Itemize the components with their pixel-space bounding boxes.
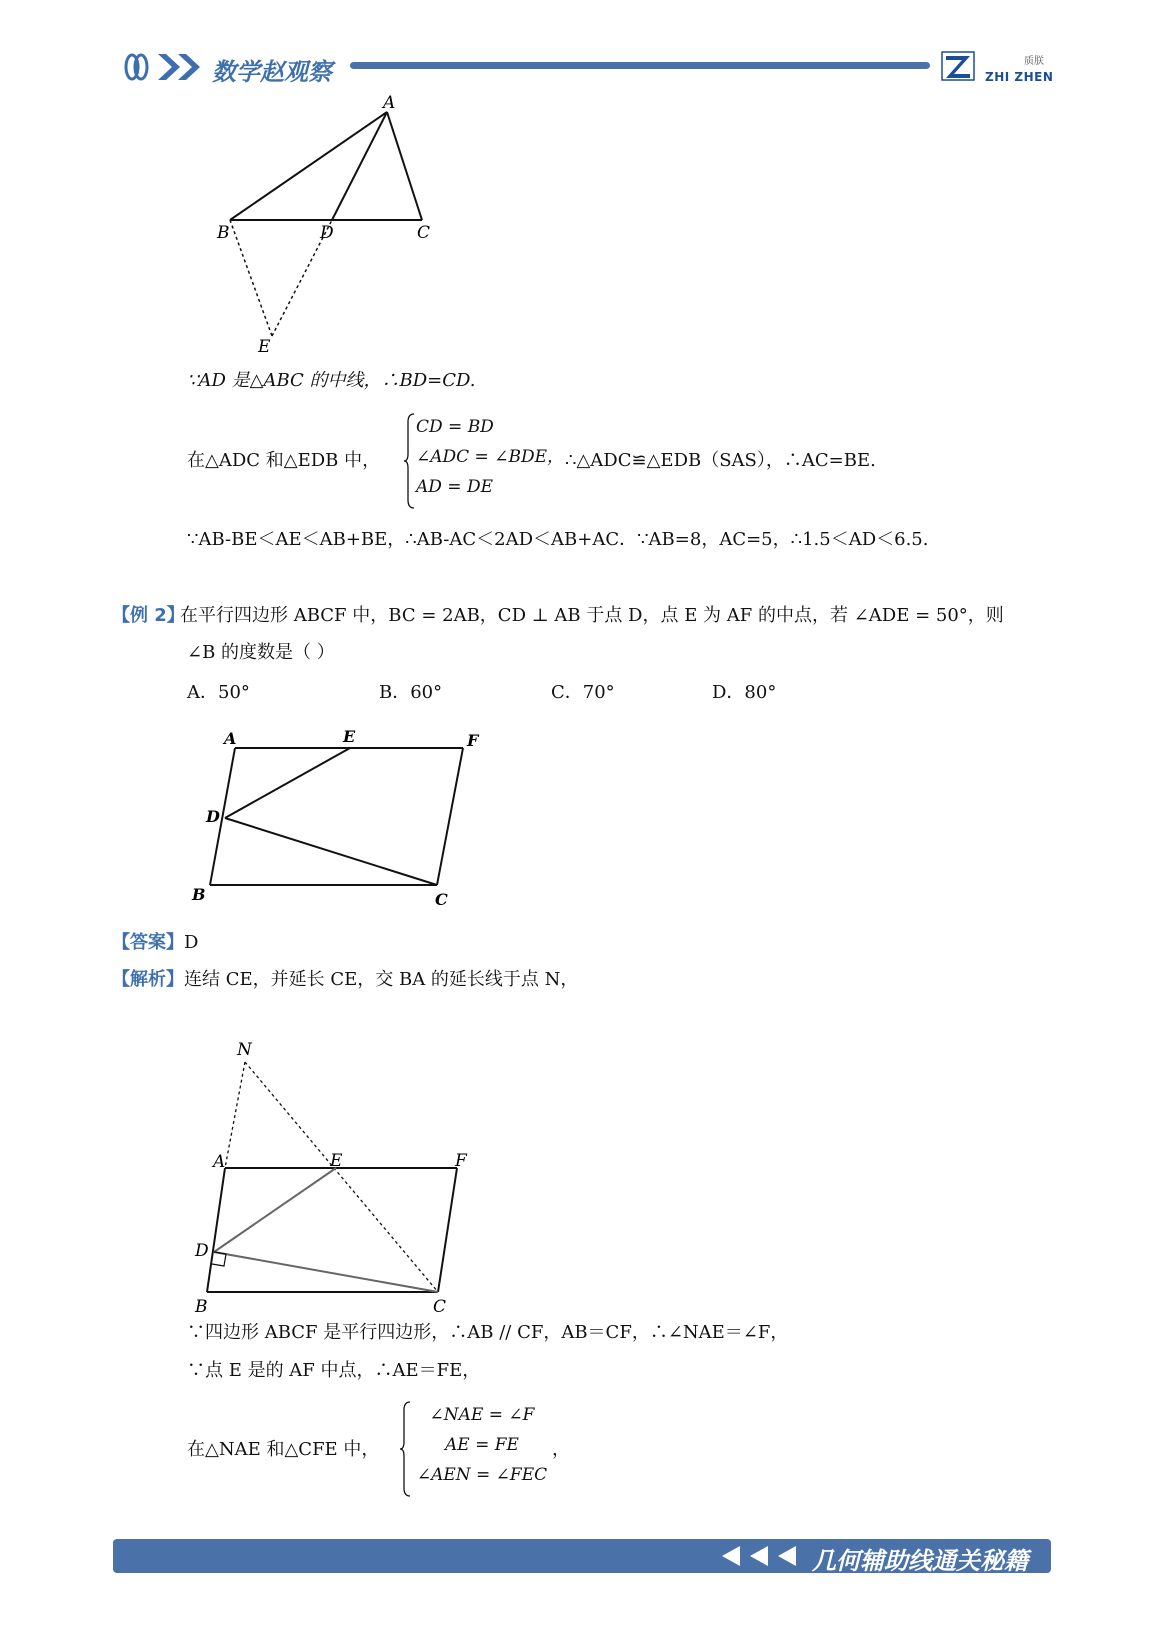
logo-cn: 质朕 [1024, 56, 1044, 67]
fig1-label-A: A [383, 93, 396, 113]
answer-value: D [184, 932, 199, 953]
fig3-label-D: D [195, 1241, 209, 1261]
fig3-label-B: B [195, 1297, 208, 1317]
proof1-brace [402, 412, 416, 510]
header-chevrons-icon [158, 52, 206, 82]
proof1-system-row: AD = DE [416, 477, 493, 497]
example2-stem-line1: 在平行四边形 ABCF 中，BC = 2AB，CD ⊥ AB 于点 D，点 E 为 AF 的中点，若 ∠ADE = 50°，则 [180, 605, 1004, 626]
proof2-brace [398, 1400, 412, 1498]
fig2-label-E: E [343, 727, 356, 746]
fig3-label-N: N [237, 1040, 252, 1060]
fig1-label-C: C [417, 223, 431, 243]
footer-title: 几何辅助线通关秘籍 [812, 1547, 1028, 1575]
header [0, 0, 1158, 100]
fig3-label-F: F [455, 1151, 467, 1171]
figure-1 [200, 90, 440, 355]
proof1-system-row: CD = BD [416, 417, 494, 437]
proof2-system-row: ∠NAE = ∠F [429, 1405, 535, 1425]
logo-icon [940, 48, 976, 84]
proof1-system-suffix: ∴△ADC≌△EDB（SAS），∴AC=BE. [565, 450, 876, 471]
proof1-system-prefix: 在△ADC 和△EDB 中， [187, 450, 381, 471]
fig2-label-F: F [467, 731, 479, 750]
figure-3 [185, 1030, 475, 1320]
fig2-label-C: C [435, 890, 448, 909]
proof2-system-suffix: ， [552, 1439, 570, 1460]
analysis-tag: 【解析】 [112, 969, 184, 990]
proof1-line3: ∵AB-BE＜AE＜AB+BE，∴AB-AC＜2AD＜AB+AC．∵AB=8，AC=5，∴1.5＜AD＜6.5. [187, 529, 929, 550]
proof1-line1: ∵AD 是△ABC 的中线，∴BD=CD. [187, 370, 476, 391]
option-d: D．80° [712, 682, 777, 703]
option-c: C．70° [551, 682, 615, 703]
analysis-text: 连结 CE，并延长 CE，交 BA 的延长线于点 N， [184, 969, 579, 990]
fig3-label-E: E [330, 1151, 343, 1171]
option-b: B．60° [379, 682, 443, 703]
example2-stem-line2: ∠B 的度数是（ ） [187, 642, 335, 663]
header-title: 数学赵观察 [212, 58, 332, 86]
fig1-label-D: D [320, 223, 334, 243]
proof2-system-row: ∠AEN = ∠FEC [416, 1465, 548, 1485]
figure-2 [180, 720, 490, 910]
header-rule [350, 62, 930, 69]
option-a: A．50° [187, 682, 250, 703]
fig2-label-B: B [192, 885, 206, 904]
proof2-system-row: AE = FE [445, 1435, 519, 1455]
proof1-system [416, 412, 564, 502]
proof2-line2: ∵点 E 是的 AF 中点，∴AE＝FE， [187, 1360, 481, 1381]
analysis [112, 967, 578, 993]
proof1-system-row: ∠ADC = ∠BDE， [416, 447, 564, 467]
example2-tag [112, 603, 185, 629]
header-ring-icon [122, 50, 156, 84]
fig2-label-A: A [224, 729, 237, 748]
fig1-label-E: E [258, 337, 271, 355]
answer-tag: 【答案】 [112, 932, 184, 953]
footer-arrows-icon [722, 1545, 806, 1567]
fig3-label-C: C [433, 1297, 447, 1317]
fig3-label-A: A [213, 1152, 226, 1172]
proof2-system [412, 1400, 552, 1490]
fig2-label-D: D [206, 807, 220, 826]
example2-tag-text: 【例 2】 [112, 605, 185, 626]
logo-en: ZHI ZHEN [985, 70, 1054, 84]
proof2-line1: ∵四边形 ABCF 是平行四边形，∴AB // CF，AB＝CF，∴∠NAE＝∠F， [187, 1322, 789, 1343]
answer [112, 930, 198, 956]
fig1-label-B: B [217, 223, 230, 243]
proof2-system-prefix: 在△NAE 和△CFE 中， [187, 1439, 380, 1460]
